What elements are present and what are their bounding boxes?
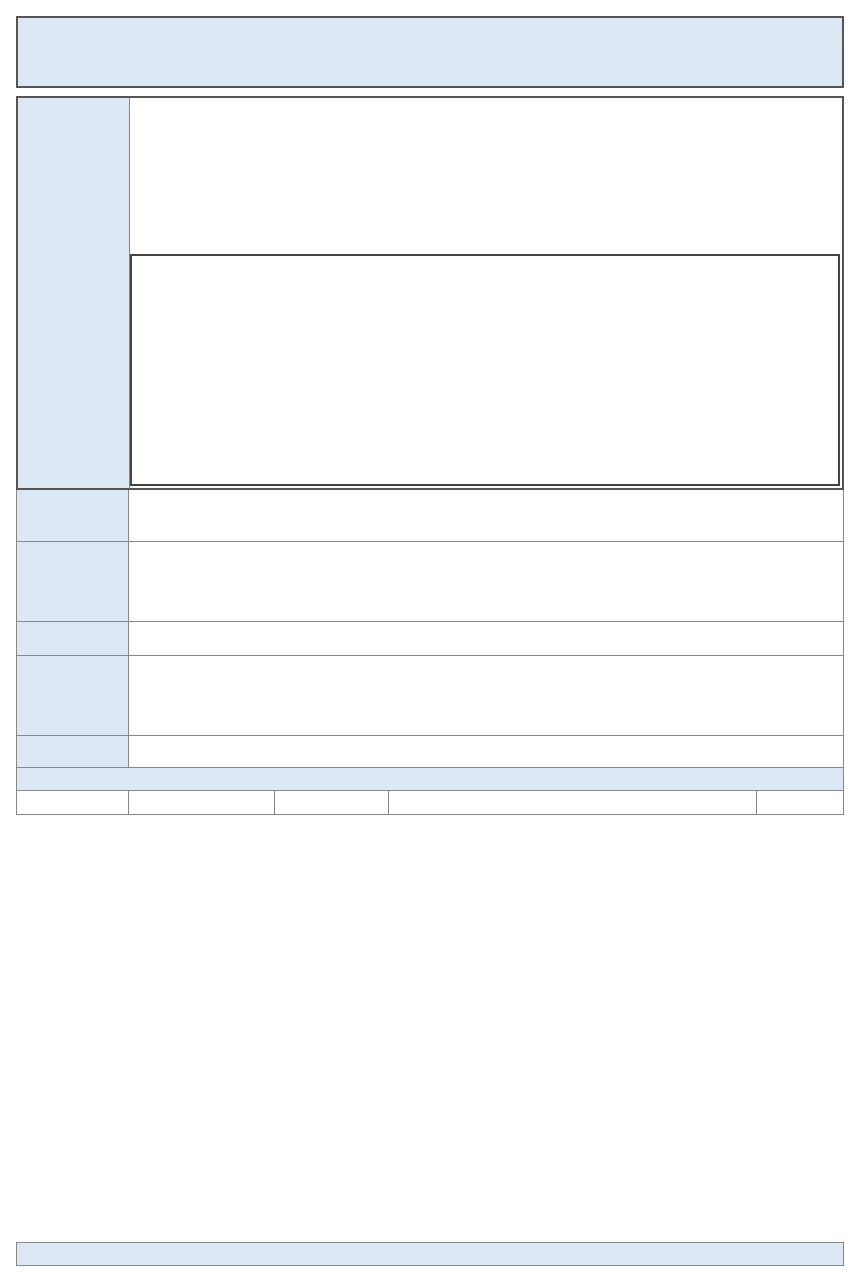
- included-label: [17, 542, 129, 621]
- benefit-row: [16, 622, 844, 656]
- excluded-content: [135, 656, 839, 735]
- header-transport: [275, 791, 389, 814]
- schedule-header: [16, 791, 844, 815]
- page-header: [16, 16, 844, 88]
- footer-note: [16, 1242, 844, 1266]
- special-date-price-grid: [130, 254, 840, 486]
- included-row: [16, 542, 844, 622]
- header-meal: [757, 791, 843, 814]
- header-place: [129, 791, 275, 814]
- flight-content: [135, 490, 839, 541]
- price-label: [18, 98, 130, 488]
- included-content: [135, 542, 839, 621]
- header-plan: [389, 791, 757, 814]
- excluded-label: [17, 656, 129, 735]
- holiday-label: [17, 736, 129, 767]
- flight-row: [16, 490, 844, 542]
- header-day: [17, 791, 129, 814]
- flight-label: [17, 490, 129, 541]
- benefit-label: [17, 622, 129, 655]
- schedule-title: [16, 768, 844, 791]
- excluded-row: [16, 656, 844, 736]
- holiday-content: [135, 736, 839, 767]
- holiday-row: [16, 736, 844, 768]
- period-price-table: [130, 98, 842, 250]
- benefit-content: [135, 622, 839, 655]
